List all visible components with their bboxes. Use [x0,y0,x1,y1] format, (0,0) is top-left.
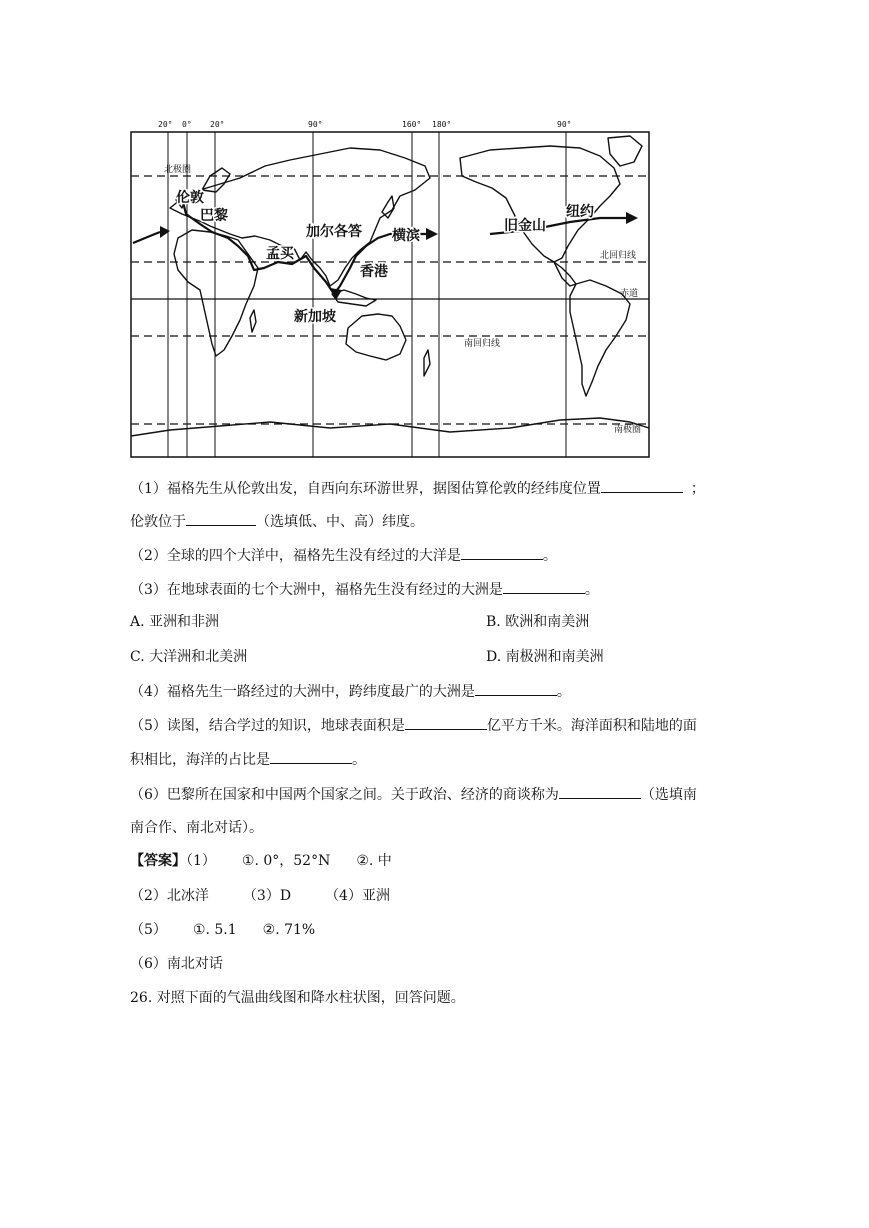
answer-3: （3）D [242,888,292,904]
answer-blank-5a[interactable] [405,715,487,730]
city-label-london: 伦敦 [176,190,204,206]
lon-label-180: 180° [432,120,452,129]
option-b[interactable]: B. 欧洲和南美洲 [486,614,590,630]
answer-1-part1: ①. 0°，52°N [241,853,331,869]
answer-5-part1: ①. 5.1 [192,922,237,938]
question-26: 26. 对照下面的气温曲线图和降水柱状图，回答问题。 [130,990,465,1006]
answer-blank-3[interactable] [503,579,585,594]
lon-label-0: 0° [182,120,192,129]
answer-line-3 [130,920,315,940]
answer-line-1 [130,851,392,871]
lon-label-90e: 90° [308,120,323,129]
question-1-line2-end: （选填低、中、高）纬度。 [256,514,424,530]
question-6-text: （6）巴黎所在国家和中国两个国家之间。关于政治、经济的商谈称为 [130,787,559,803]
question-1-line2-start: 伦敦位于 [130,514,186,530]
answer-blank-1a[interactable] [601,478,683,493]
answer-1-part2: ②. 中 [356,853,392,869]
equator-label: 赤道 [620,289,639,299]
answer-blank-2[interactable] [461,545,543,560]
answer-5-num: （5） [130,922,167,938]
city-label-new-york: 纽约 [566,204,594,220]
question-1-line-1 [130,478,705,499]
answer-line-4: （6）南北对话 [130,956,223,972]
question-6-line-1 [130,784,697,805]
question-3-text: （3）在地球表面的七个大洲中，福格先生没有经过的大洲是 [130,582,503,598]
city-label-san-francisco: 旧金山 [504,218,546,234]
answer-blank-6[interactable] [559,784,641,799]
answer-4: （4）亚洲 [325,888,390,904]
question-6-line-2: 南合作、南北对话）。 [130,820,263,836]
tropic-cancer-label: 北回归线 [600,251,637,261]
city-label-paris: 巴黎 [200,208,228,224]
world-route-map [130,118,650,458]
question-6-line1-end: （选填南 [640,787,697,803]
lon-label-160e: 160° [402,120,422,129]
answer-1-num: （1） [186,853,216,869]
question-5-line1-end: 亿平方千米。海洋面积和陆地的面 [486,718,697,734]
question-5-line-1 [130,715,697,736]
city-label-hongkong: 香港 [360,264,388,280]
answer-2: （2）北冰洋 [130,888,209,904]
arctic-circle-label: 北极圈 [164,165,192,175]
answer-blank-4[interactable] [475,681,557,696]
question-5-line-2 [130,749,366,770]
question-5-line2-end: 。 [352,752,366,768]
question-1-punct: ； [690,481,705,497]
question-1-line-2 [130,511,424,532]
option-c[interactable]: C. 大洋洲和北美洲 [130,649,248,665]
question-4 [130,681,571,702]
map-svg [130,118,650,458]
answer-blank-1b[interactable] [186,511,256,526]
answer-line-2 [130,886,390,906]
question-1-text: （1）福格先生从伦敦出发，自西向东环游世界，据图估算伦敦的经纬度位置 [130,481,601,497]
city-label-singapore: 新加坡 [294,309,336,325]
question-4-text: （4）福格先生一路经过的大洲中，跨纬度最广的大洲是 [130,684,475,700]
lon-label-20e: 20° [210,120,225,129]
antarctic-circle-label: 南极圈 [614,425,642,435]
question-5-text: （5）读图，结合学过的知识，地球表面积是 [130,718,405,734]
question-3 [130,579,599,600]
question-3-punct: 。 [584,582,599,598]
question-4-punct: 。 [556,684,571,700]
answer-label: 【答案】 [130,853,186,869]
question-2 [130,545,557,566]
answer-5-part2: ②. 71% [262,922,316,938]
city-label-calcutta: 加尔各答 [306,224,362,240]
city-label-yokohama: 横滨 [392,228,420,244]
question-2-text: （2）全球的四个大洋中，福格先生没有经过的大洋是 [130,548,461,564]
answer-blank-5b[interactable] [270,749,352,764]
question-5-line2-start: 积相比，海洋的占比是 [130,752,270,768]
question-2-punct: 。 [542,548,557,564]
option-d[interactable]: D. 南极洲和南美洲 [486,649,604,665]
tropic-capricorn-label: 南回归线 [464,339,501,349]
city-label-bombay: 孟买 [266,246,294,262]
option-a[interactable]: A. 亚洲和非洲 [130,614,220,630]
lon-label-90w: 90° [557,120,572,129]
lon-label-20w: 20° [158,120,173,129]
